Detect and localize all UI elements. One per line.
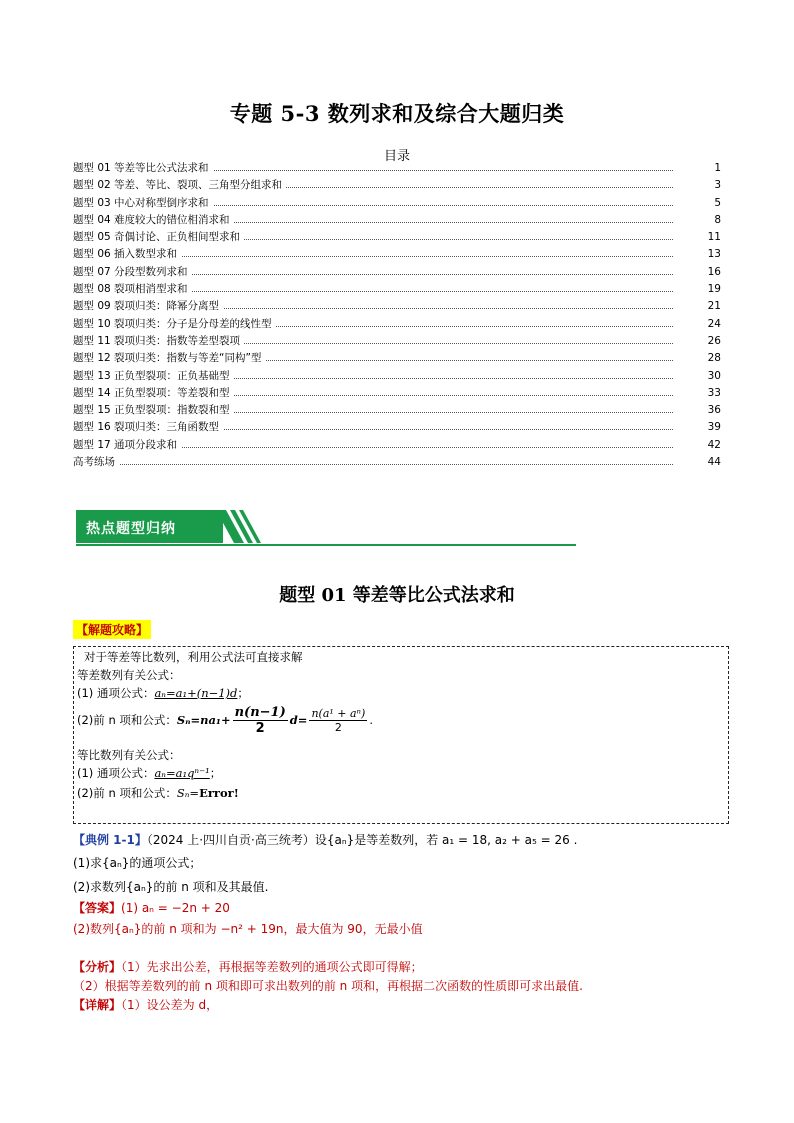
toc-item[interactable] [73,212,723,229]
analysis-line-1 [73,958,423,975]
toc-item-page: 33 [707,386,721,399]
toc-item[interactable] [73,281,723,298]
toc-item-label: 题型 03 中心对称型倒序求和 [73,195,213,212]
formula-lhs: Sₙ=na₁+ [176,713,231,727]
answer-text: (1) aₙ = −2n + 20 [121,901,230,915]
toc-item[interactable] [73,229,723,246]
example-question-1: (1)求{aₙ}的通项公式； [73,856,202,870]
formula-expr: Sₙ= [176,786,200,800]
banner-underline [76,544,576,546]
section-title: 题型 01 等差等比公式法求和 [279,585,515,606]
formula-expr: aₙ=a₁+(n−1)d [154,686,238,700]
analysis-text: （1）先求出公差，再根据等差数列的通项公式即可得解； [121,960,423,974]
answer-label: 【答案】 [73,901,122,915]
detail-label: 【详解】 [73,998,122,1012]
hot-topic-banner [76,510,576,546]
formula-suffix: ； [209,766,222,780]
fraction-denominator: 2 [334,721,342,734]
toc-item-label: 题型 05 奇偶讨论、正负相间型求和 [73,229,244,246]
table-of-contents [73,160,723,471]
toc-item-label: 题型 16 裂项归类：三角函数型 [73,419,223,436]
formula-suffix: ； [237,686,249,700]
toc-item-page: 42 [707,438,721,451]
toc-item[interactable] [73,195,723,212]
strategy-tag: 【解题攻略】 [73,620,151,639]
banner-stripes-icon [216,510,261,544]
toc-item[interactable] [73,350,723,367]
arithmetic-general-term [77,685,249,701]
toc-item-page: 1 [714,162,721,174]
toc-item[interactable] [73,437,723,454]
toc-item-page: 36 [707,404,721,417]
toc-item-page: 13 [707,248,721,261]
strategy-intro: 对于等差等比数列，利用公式法可直接求解 [84,650,303,664]
toc-item-label: 题型 01 等差等比公式法求和 [73,160,213,177]
toc-item[interactable] [73,177,723,194]
answer-line-1 [73,899,230,916]
toc-item-page: 11 [707,231,721,244]
toc-item-page: 19 [707,283,721,296]
arithmetic-heading: 等差数列有关公式： [77,668,181,682]
toc-item[interactable] [73,246,723,263]
fraction-denominator: 2 [255,721,265,736]
toc-item-page: 30 [707,369,721,382]
formula-error: Error! [199,786,239,800]
geometric-sum-formula [77,785,239,801]
toc-item[interactable] [73,385,723,402]
fraction [233,705,288,736]
formula-expr: aₙ=a₁qⁿ⁻¹ [154,766,210,780]
toc-item-label: 高考练场 [73,454,119,471]
toc-item-label: 题型 12 裂项归类：指数与等差“同构”型 [73,350,265,367]
toc-item-page: 39 [707,421,721,434]
toc-item-page: 44 [707,456,721,469]
example-label: 【典例 1-1】 [73,833,147,847]
formula-prefix: (2)前 n 项和公式： [77,713,177,727]
analysis-label: 【分析】 [73,960,122,974]
example-source: （2024 上·四川自贡·高三统考）设{aₙ}是等差数列，若 a₁ = 18, a₂ + a₅ = 26 . [146,833,578,847]
toc-item-page: 3 [714,179,721,192]
fraction-numerator: n(a¹ + aⁿ) [311,707,366,720]
analysis-line-2: （2）根据等差数列的前 n 项和即可求出数列的前 n 项和，再根据二次函数的性质即可求出最值. [73,979,583,993]
document-title: 专题 5-3 数列求和及综合大题归类 [229,101,565,126]
toc-item[interactable] [73,160,723,177]
toc-item-label: 题型 09 裂项归类：降幂分离型 [73,298,223,315]
toc-heading: 目录 [383,149,410,164]
toc-item[interactable] [73,333,723,350]
banner-box [76,510,223,543]
formula-end: . [369,713,373,727]
toc-item[interactable] [73,368,723,385]
toc-item-label: 题型 06 插入数型求和 [73,246,181,263]
toc-item-label: 题型 14 正负型裂项：等差裂和型 [73,385,234,402]
detail-line-1 [73,996,218,1013]
formula-prefix: (2)前 n 项和公式： [77,786,177,800]
formula-prefix: (1) 通项公式： [77,686,155,700]
formula-prefix: (1) 通项公式： [77,766,155,780]
toc-item[interactable] [73,264,723,281]
toc-item-page: 28 [707,352,721,365]
toc-item-label: 题型 02 等差、等比、裂项、三角型分组求和 [73,177,286,194]
toc-item-label: 题型 11 裂项归类：指数等差型裂项 [73,333,244,350]
arithmetic-sum-formula [77,705,373,736]
toc-item[interactable] [73,316,723,333]
geometric-heading: 等比数列有关公式： [77,748,181,762]
example-title [73,831,577,848]
banner-label: 热点题型归纳 [86,521,176,537]
toc-item[interactable] [73,298,723,315]
toc-item-page: 16 [707,265,721,278]
toc-item-label: 题型 08 裂项相消型求和 [73,281,192,298]
detail-text: （1）设公差为 d， [121,998,219,1012]
toc-item-page: 8 [714,213,721,226]
toc-item-label: 题型 07 分段型数列求和 [73,264,192,281]
toc-dot-leader [73,464,673,465]
fraction-numerator: n(n−1) [234,705,286,720]
toc-item[interactable] [73,454,723,471]
toc-item-label: 题型 10 裂项归类：分子是分母差的线性型 [73,316,276,333]
toc-item-page: 26 [707,334,721,347]
toc-item-page: 21 [707,300,721,313]
toc-item[interactable] [73,402,723,419]
toc-item-label: 题型 15 正负型裂项：指数裂和型 [73,402,234,419]
example-question-2: (2)求数列{aₙ}的前 n 项和及其最值. [73,880,269,894]
geometric-general-term [77,765,221,781]
answer-line-2: (2)数列{aₙ}的前 n 项和为 −n² + 19n，最大值为 90，无最小值 [73,922,423,936]
toc-item-label: 题型 13 正负型裂项：正负基础型 [73,368,234,385]
formula-mid: d= [289,713,308,727]
toc-item-page: 24 [707,317,721,330]
toc-item[interactable] [73,419,723,436]
toc-item-label: 题型 04 难度较大的错位相消求和 [73,212,234,229]
toc-item-page: 5 [714,196,721,209]
strategy-box [73,646,729,824]
fraction [309,707,367,734]
toc-item-label: 题型 17 通项分段求和 [73,437,181,454]
